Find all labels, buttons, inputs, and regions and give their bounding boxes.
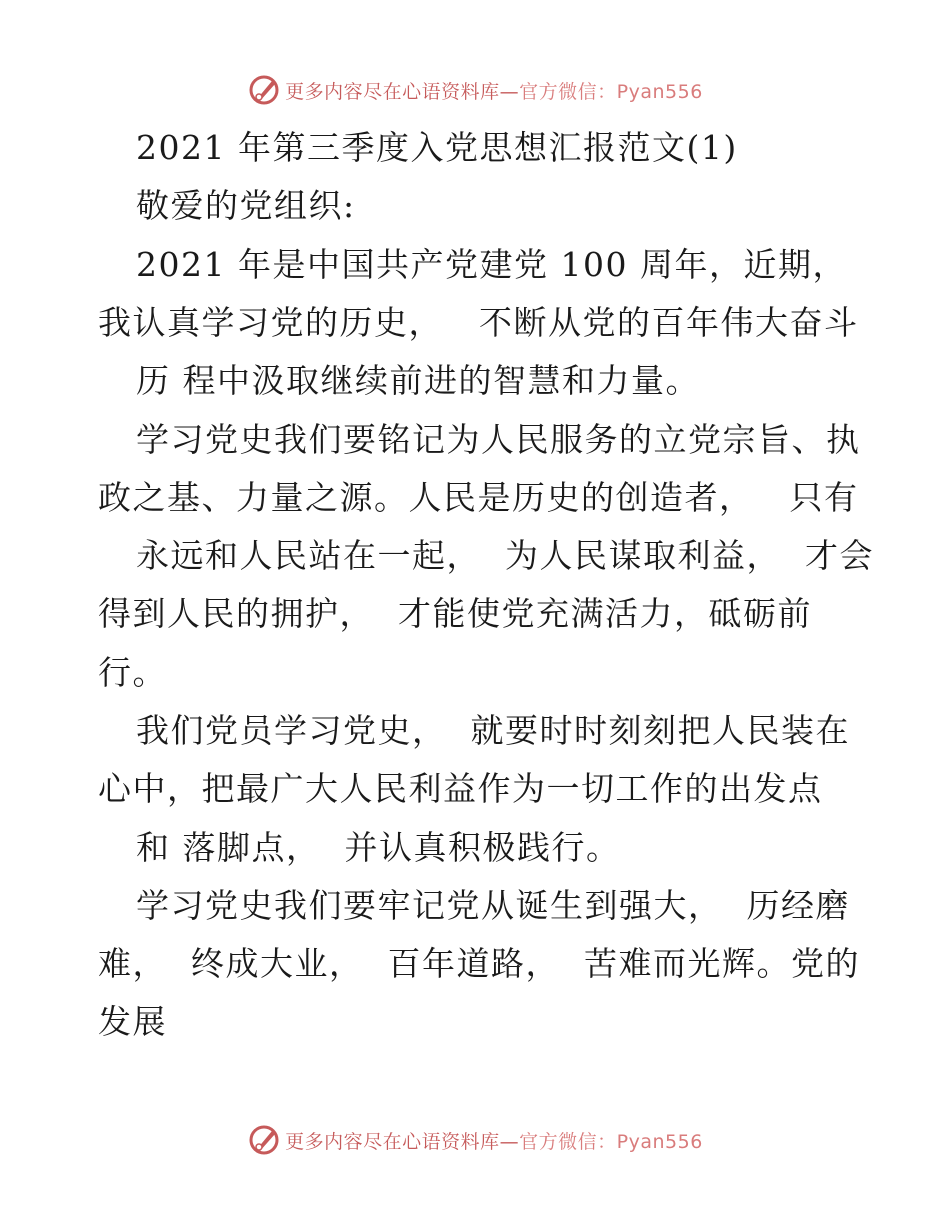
body-line: 难， 终成大业， 百年道路， 苦难而光辉。党的 — [98, 944, 860, 983]
body-line: 永远和人民站在一起， 为人民谋取利益， 才会 — [136, 536, 874, 575]
body-line: 历 程中汲取继续前进的智慧和力量。 — [136, 361, 700, 400]
quill-logo-icon — [247, 1123, 281, 1157]
body-line: 我认真学习党的历史， 不断从党的百年伟大奋斗 — [98, 303, 859, 342]
body-line: 和 落脚点， 并认真积极践行。 — [136, 828, 621, 867]
watermark-text: 更多内容尽在心语资料库— — [285, 80, 520, 103]
body-line: 学习党史我们要牢记党从诞生到强大， 历经磨 — [136, 886, 850, 925]
document-title: 2021 年第三季度入党思想汇报范文(1) — [136, 128, 738, 167]
watermark-text: 更多内容尽在心语资料库— — [285, 1130, 520, 1153]
body-line: 心中，把最广大人民利益作为一切工作的出发点 — [98, 769, 823, 808]
watermark-wechat: 官方微信：Pyan556 — [519, 80, 703, 103]
body-line: 2021 年是中国共产党建党 100 周年，近期， — [136, 245, 847, 284]
body-line: 我们党员学习党史， 就要时时刻刻把人民装在 — [136, 711, 850, 750]
salutation: 敬爱的党组织: — [136, 186, 356, 225]
body-line: 行。 — [98, 653, 167, 692]
watermark-wechat: 官方微信：Pyan556 — [519, 1130, 703, 1153]
body-line: 发展 — [98, 1002, 167, 1041]
footer-watermark — [0, 1122, 950, 1158]
body-line: 政之基、力量之源。人民是历史的创造者， 只有 — [98, 478, 859, 517]
body-line: 学习党史我们要铭记为人民服务的立党宗旨、执 — [136, 420, 861, 459]
body-line: 得到人民的拥护， 才能使党充满活力，砥砺前 — [98, 594, 812, 633]
